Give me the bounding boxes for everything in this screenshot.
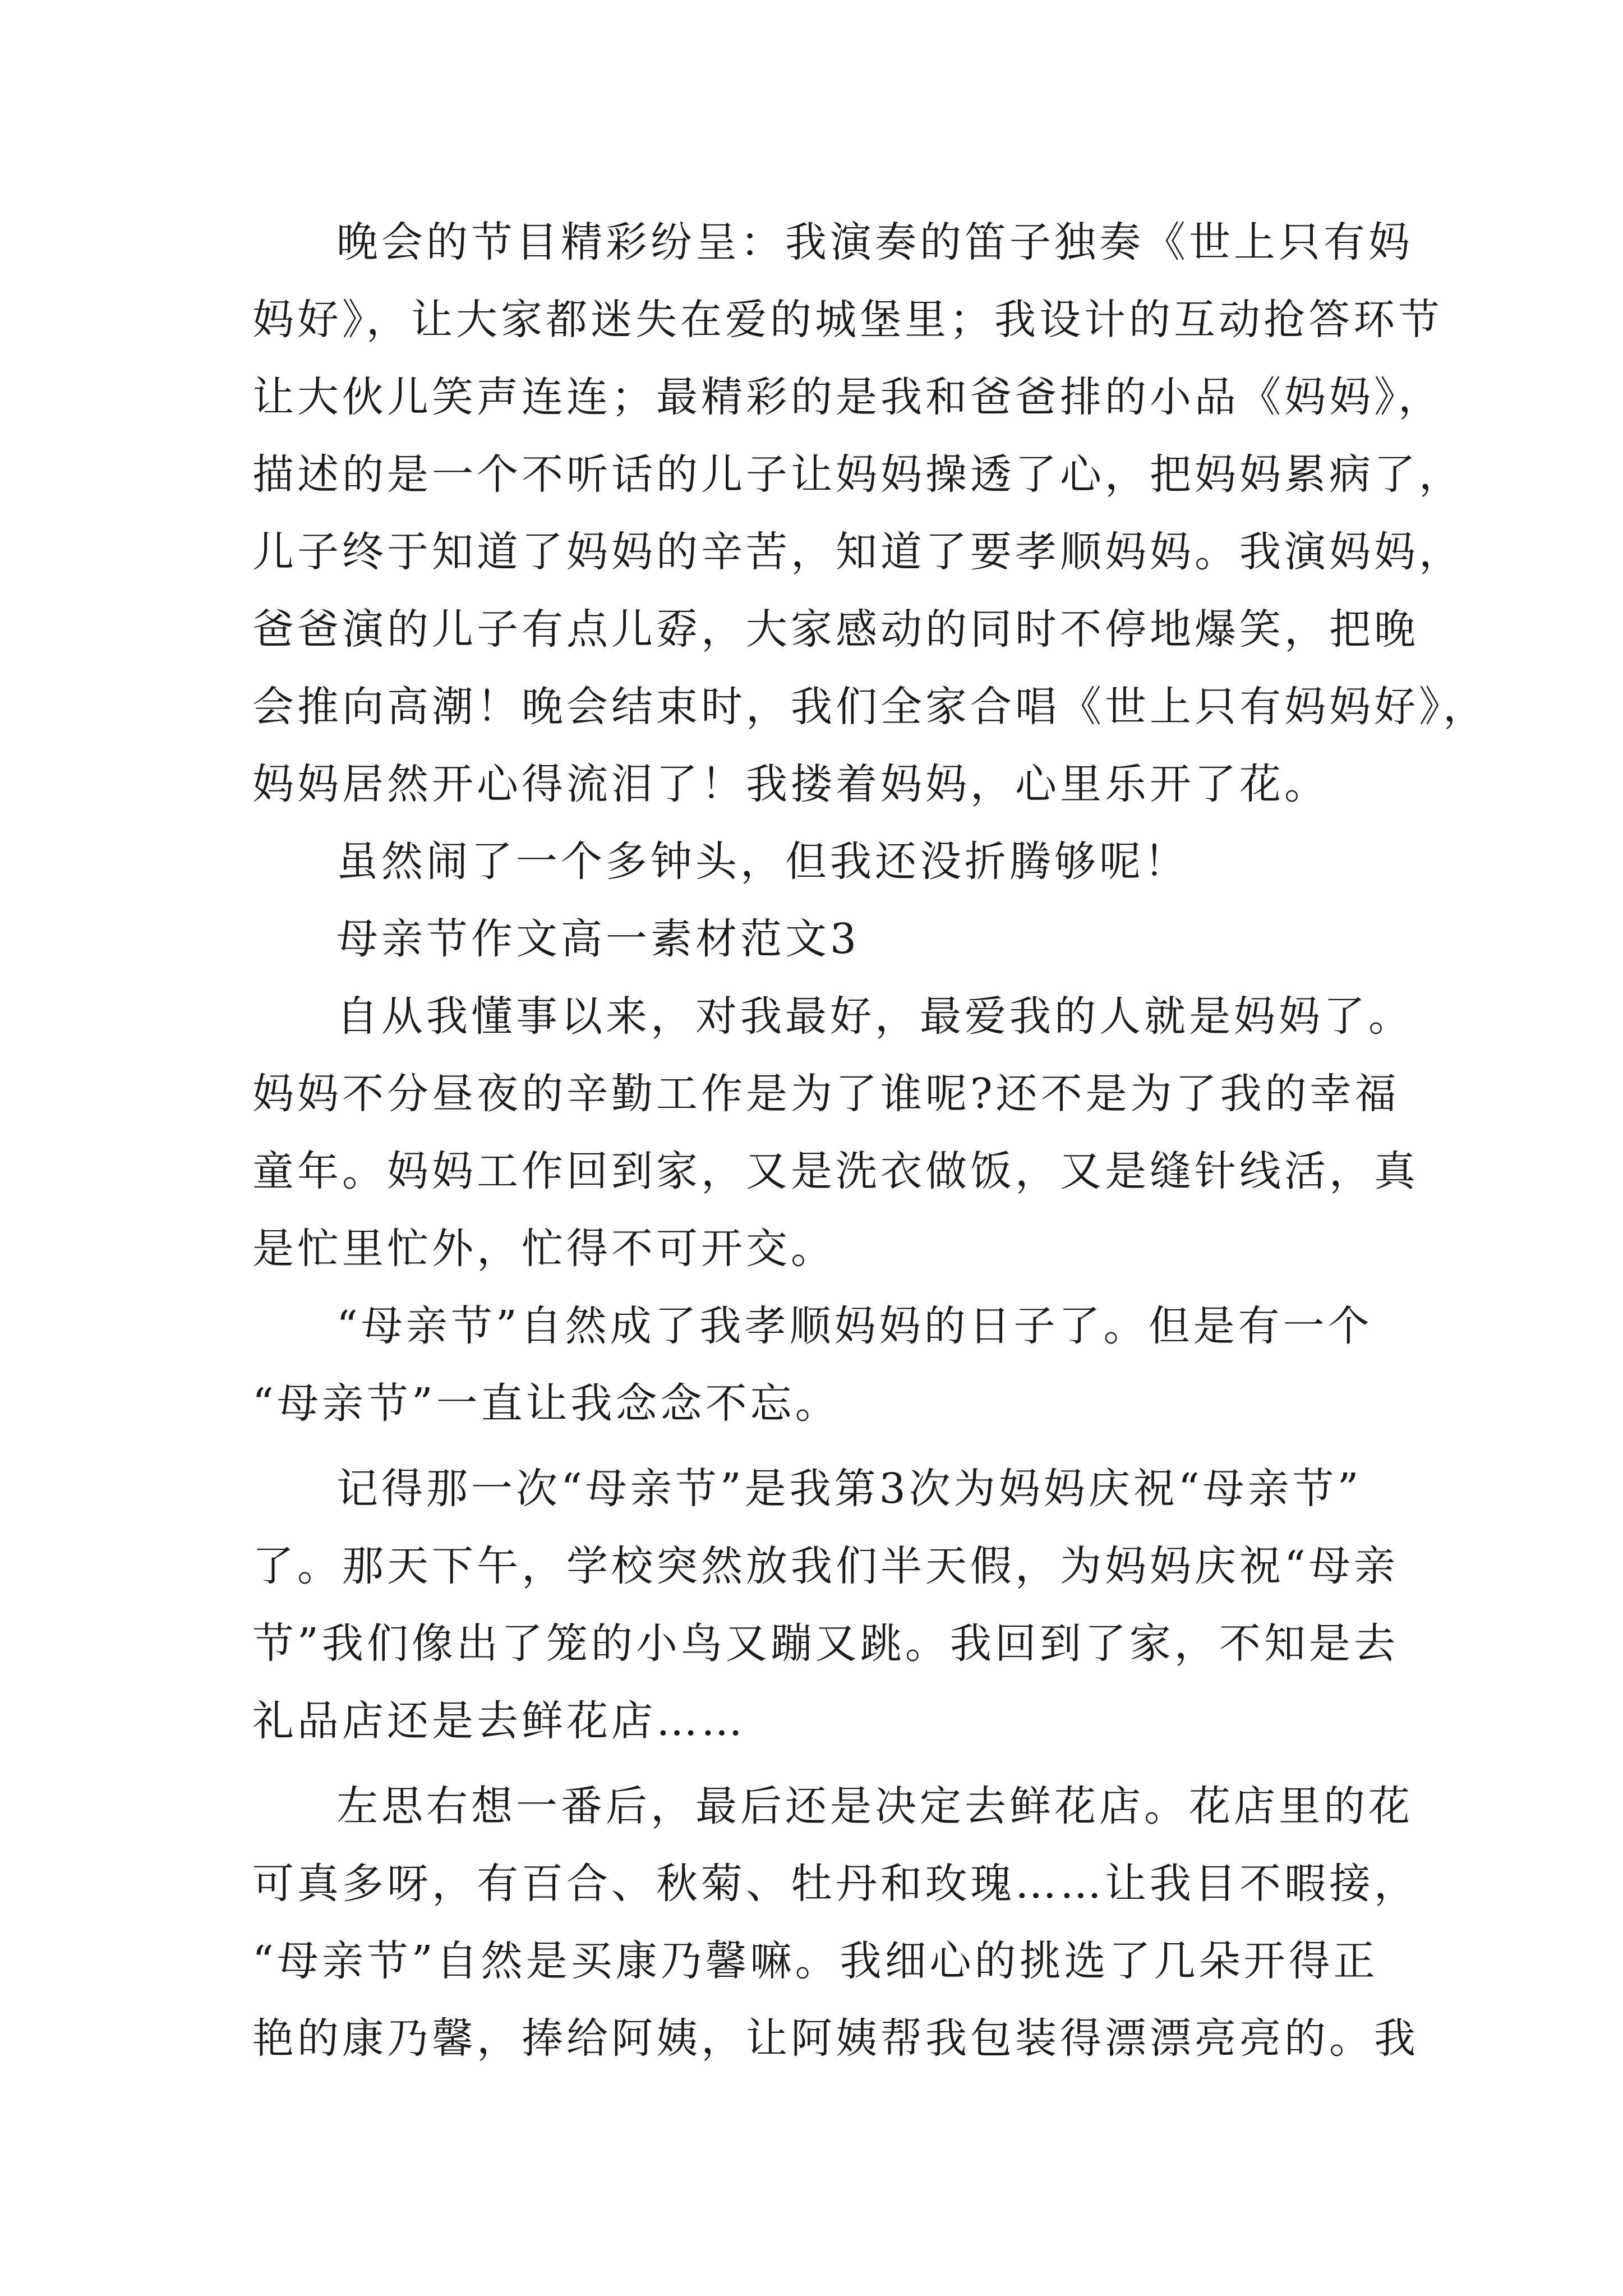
text-line: 左思右想一番后，最后还是决定去鲜花店。花店里的花 — [336, 1782, 1413, 1830]
text-line: 让大伙儿笑声连连；最精彩的是我和爸爸排的小品《妈妈》， — [252, 373, 1443, 421]
text-line: 妈妈居然开心得流泪了！我搂着妈妈，心里乐开了花。 — [252, 760, 1329, 808]
text-line: 童年。妈妈工作回到家，又是洗衣做饭，又是缝针线活，真 — [252, 1147, 1419, 1195]
text-line: 记得那一次“母亲节”是我第3次为妈妈庆祝“母亲节” — [336, 1465, 1362, 1513]
section-heading: 母亲节作文高一素材范文3 — [336, 915, 860, 963]
text-line: 可真多呀，有百合、秋菊、牡丹和玫瑰……让我目不暇接， — [252, 1860, 1419, 1908]
text-line: 爸爸演的儿子有点儿孬，大家感动的同时不停地爆笑，把晚 — [252, 605, 1419, 654]
text-line: 会推向高潮！晚会结束时，我们全家合唱《世上只有妈妈好》， — [252, 683, 1488, 731]
text-line: 艳的康乃馨，捧给阿姨，让阿姨帮我包装得漂漂亮亮的。我 — [252, 2014, 1419, 2063]
text-line: 妈好》，让大家都迷失在爱的城堡里；我设计的互动抢答环节 — [252, 296, 1443, 344]
text-line: 晚会的节目精彩纷呈：我演奏的笛子独奏《世上只有妈 — [336, 218, 1413, 266]
text-line: 儿子终于知道了妈妈的辛苦，知道了要孝顺妈妈。我演妈妈， — [252, 528, 1464, 576]
text-line: 礼品店还是去鲜花店…… — [252, 1697, 746, 1745]
text-line: “母亲节”自然成了我孝顺妈妈的日子了。但是有一个 — [336, 1302, 1373, 1350]
text-line: 虽然闹了一个多钟头，但我还没折腾够呢！ — [336, 838, 1189, 886]
text-line: 是忙里忙外，忙得不可开交。 — [252, 1225, 836, 1273]
text-line: 节”我们像出了笼的小鸟又蹦又跳。我回到了家，不知是去 — [252, 1619, 1399, 1668]
text-line: 自从我懂事以来，对我最好，最爱我的人就是妈妈了。 — [336, 992, 1413, 1041]
text-line: 了。那天下午，学校突然放我们半天假，为妈妈庆祝“母亲 — [252, 1542, 1399, 1590]
text-line: 描述的是一个不听话的儿子让妈妈操透了心，把妈妈累病了， — [252, 450, 1464, 499]
text-line: “母亲节”自然是买康乃馨嘛。我细心的挑选了几朵开得正 — [252, 1937, 1378, 1985]
text-line: “母亲节”一直让我念念不忘。 — [252, 1379, 840, 1428]
text-line: 妈妈不分昼夜的辛勤工作是为了谁呢?还不是为了我的幸福 — [252, 1070, 1400, 1118]
